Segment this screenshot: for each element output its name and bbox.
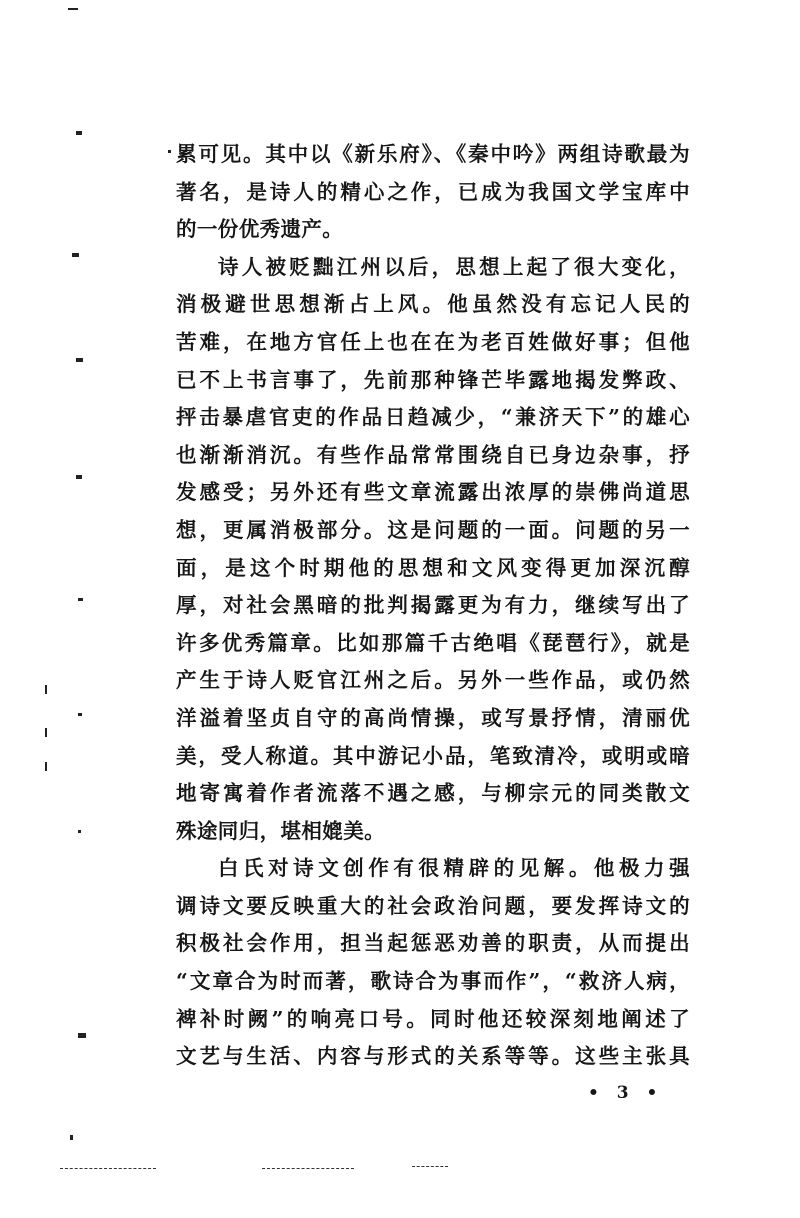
text-line: 裨补时阙”的响亮口号。同时他还较深刻地阐述了	[176, 1006, 690, 1031]
text-line: 也渐渐消沉。有些作品常常围绕自已身边杂事，抒	[176, 442, 690, 467]
text-line: 发感受；另外还有些文章流露出浓厚的崇佛尚道思	[176, 480, 690, 505]
text-line: 累可见。其中以《新乐府》、《秦中吟》两组诗歌最为	[176, 142, 690, 166]
scan-mark	[45, 685, 47, 694]
text-line: 诗人被贬黜江州以后，思想上起了很大变化，	[218, 254, 690, 279]
body-text	[176, 136, 690, 1076]
text-line: 文艺与生活、内容与形式的关系等等。这些主张具	[176, 1044, 690, 1069]
bottom-rule	[412, 1166, 448, 1167]
bottom-rule	[60, 1168, 156, 1169]
text-line: 殊途同归，堪相媲美。	[176, 818, 385, 843]
scan-mark	[68, 8, 78, 10]
text-line: 洋溢着坚贞自守的高尚情操，或写景抒情，清丽优	[176, 705, 690, 730]
text-line: 已不上书言事了，先前那种锋芒毕露地揭发弊政、	[176, 367, 690, 392]
text-line: 著名，是诗人的精心之作，已成为我国文学宝库中	[176, 179, 690, 204]
text-line: 厚，对社会黑暗的批判揭露更为有力，继续写出了	[176, 593, 690, 618]
text-line: 许多优秀篇章。比如那篇千古绝唱《琵琶行》，就是	[176, 630, 690, 655]
page-number: • 3 •	[588, 1083, 664, 1103]
scan-mark	[78, 1033, 86, 1038]
scan-mark	[45, 762, 47, 771]
scan-mark	[78, 830, 81, 833]
text-line: 美，受人称道。其中游记小品，笔致清冷，或明或暗	[176, 743, 690, 768]
scan-mark	[76, 358, 83, 362]
text-line: 积极社会作用，担当起惩恶劝善的职责，从而提出	[176, 931, 690, 956]
text-line: 消极避世思想渐占上风。他虽然没有忘记人民的	[176, 292, 690, 317]
scan-mark	[70, 1135, 73, 1140]
scan-mark	[76, 131, 82, 135]
text-line: 的一份优秀遗产。	[176, 217, 344, 242]
text-line: 地寄寓着作者流落不遇之感，与柳宗元的同类散文	[176, 781, 690, 806]
scan-mark	[168, 150, 171, 153]
bottom-rule	[262, 1168, 354, 1169]
text-line: 苦难，在地方官任上也在在为老百姓做好事；但他	[176, 329, 690, 354]
text-line: 调诗文要反映重大的社会政治问题，要发挥诗文的	[176, 893, 690, 918]
text-line: 白氏对诗文创作有很精辟的见解。他极力强	[218, 856, 690, 881]
scan-mark	[72, 253, 79, 257]
text-line: 抨击暴虐官吏的作品日趋减少，“兼济天下”的雄心	[176, 405, 690, 430]
text-line: 想，更属消极部分。这是问题的一面。问题的另一	[176, 517, 690, 542]
scan-mark	[78, 598, 83, 601]
scan-mark	[76, 475, 82, 479]
text-line: 产生于诗人贬官江州之后。另外一些作品，或仍然	[176, 668, 690, 693]
scan-mark	[78, 713, 82, 716]
text-line: 面，是这个时期他的思想和文风变得更加深沉醇	[176, 555, 690, 580]
text-line: “文章合为时而著，歌诗合为事而作”，“救济人病，	[176, 969, 690, 994]
scan-mark	[45, 728, 47, 737]
